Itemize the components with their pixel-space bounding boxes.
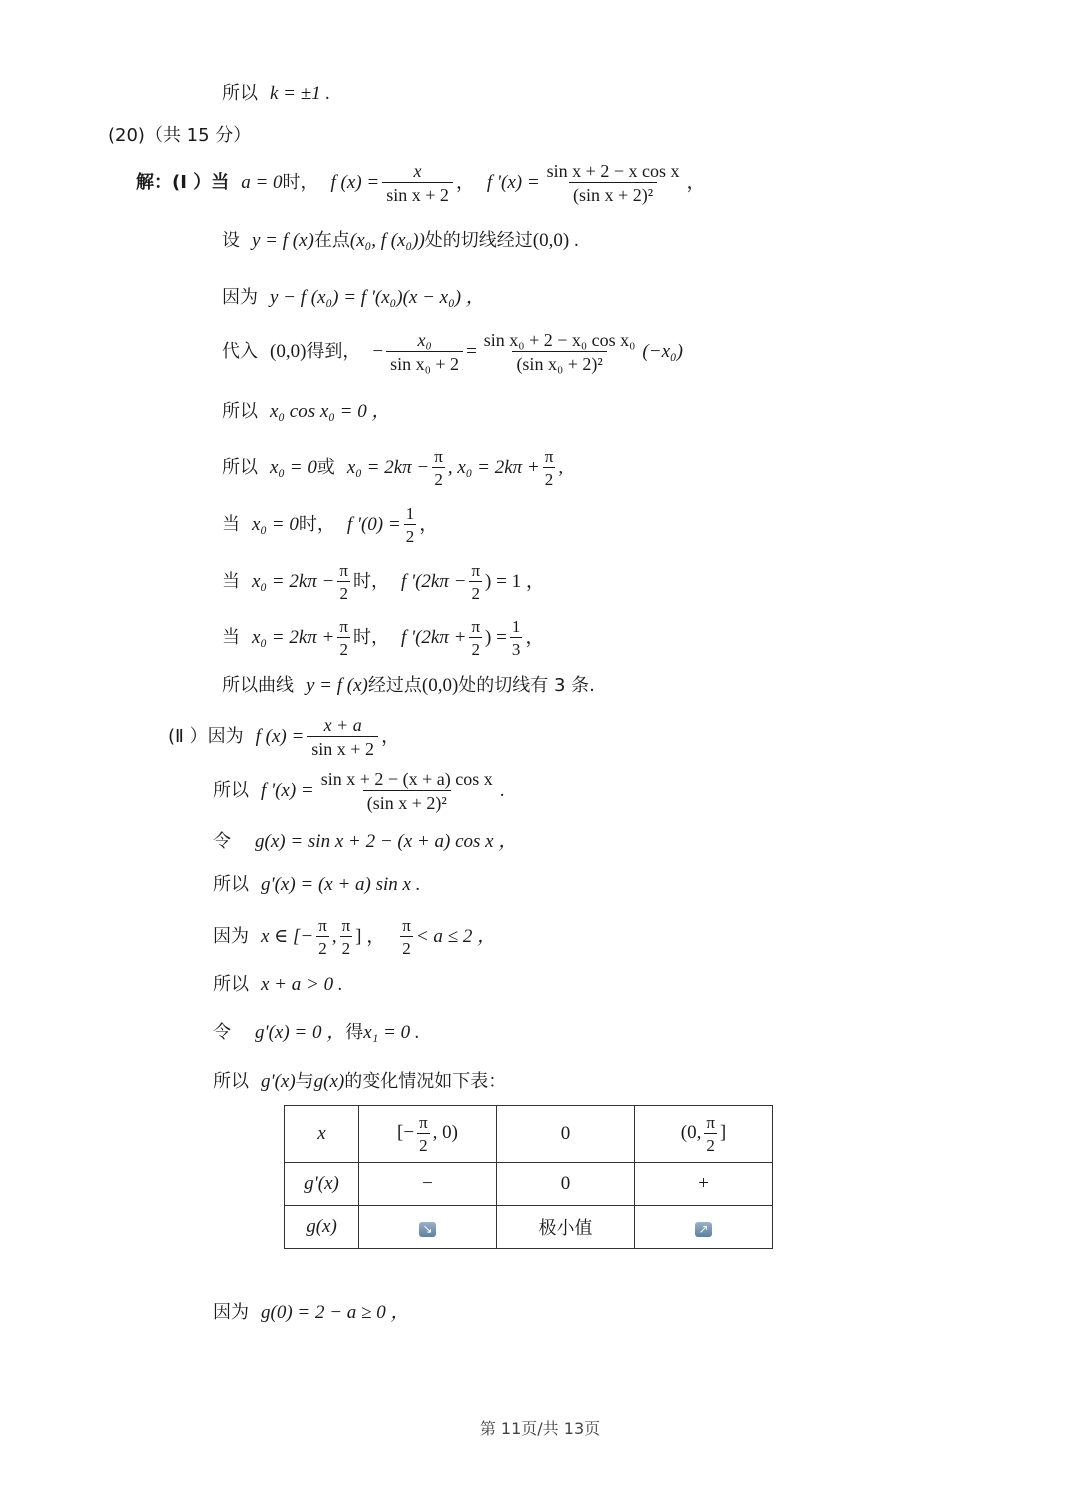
line-5: 因为 y − f (x₀) = f '(x₀)(x − x₀) ， bbox=[222, 287, 485, 308]
page-footer: 第 11页/共 13页 bbox=[479, 1419, 601, 1438]
fraction: $\frac{\pi}{2}$ bbox=[471, 617, 481, 659]
line-17: 因为 x ∈ [− $\frac{\pi}{2}$ , $\frac{\pi}{2}$ ] ， $\frac{\pi}{2}$ < a ≤ 2 ， bbox=[213, 916, 497, 958]
line-12: 所以曲线 y = f (x) 经过点 (0,0) 处的切线有 3 条. bbox=[222, 675, 595, 696]
increasing-arrow-icon: ↗ bbox=[695, 1222, 712, 1237]
table-row: x [− $\frac{\pi}{2}$ , 0) 0 (0, $\frac{\pi}{2}$ ] bbox=[285, 1106, 773, 1163]
line-6: 代入 (0,0) 得到， − $\frac{\text{x₀}}{\text{sin x₀ + 2}}$ = $\frac{\text{sin x₀ + 2 − x₀ cos x₀}}{\text{(sin x₀ + 2)²}}$ (−x₀) bbox=[222, 330, 683, 374]
line-4: 设 y = f (x) 在点 (x₀, f (x₀)) 处的切线经过 (0,0) . bbox=[222, 230, 579, 251]
line-9: 当 x₀ = 0 时， f '(0) = $\frac{1}{2}$ ， bbox=[222, 504, 439, 546]
line-20: 所以 g'(x) 与 g(x) 的变化情况如下表： bbox=[213, 1071, 507, 1092]
line-7: 所以 x₀ cos x₀ = 0 ， bbox=[222, 401, 391, 422]
line-21: 因为 g(0) = 2 − a ≥ 0 ， bbox=[213, 1302, 410, 1323]
fraction: $\frac{\text{x₀}}{\text{sin x₀ + 2}}$ bbox=[386, 331, 463, 373]
fraction: $\frac{x + a}{\text{sin x + 2}}$ bbox=[307, 716, 378, 758]
line-1: 所以 k = ±1 . bbox=[222, 83, 331, 104]
line-16: 所以 g'(x) = (x + a) sin x . bbox=[213, 874, 421, 895]
problem-20-heading: (20)（共 15 分） bbox=[108, 125, 252, 146]
line-18: 所以 x + a > 0 . bbox=[213, 974, 343, 995]
line-13: (Ⅱ ）因为 f (x) = $\frac{x + a}{\text{sin x + 2}}$ ， bbox=[168, 715, 400, 759]
fraction: $\frac{\pi}{2}$ bbox=[471, 561, 481, 603]
line-3: 解：(Ⅰ ）当 a = 0 时， f (x) = $\frac{x}{\text{sin x + 2}}$ ， f '(x) = $\frac{\text{sin x + 2 − x cos x}}{\text{(sin x + 2)²}}$ ， bbox=[136, 161, 706, 205]
line-10: 当 x₀ = 2kπ − $\frac{\pi}{2}$ 时， f '(2kπ − $\frac{\pi}{2}$ ) = 1 ， bbox=[222, 561, 545, 603]
fraction: $\frac{\pi}{2}$ bbox=[544, 447, 554, 489]
line-15: 令 g(x) = sin x + 2 − (x + a) cos x ， bbox=[213, 831, 518, 852]
decreasing-arrow-icon: ↘ bbox=[419, 1222, 436, 1237]
fraction: $\frac{\pi}{2}$ bbox=[341, 916, 351, 958]
fraction: $\frac{\pi}{2}$ bbox=[402, 916, 411, 958]
line-8: 所以 x₀ = 0 或 x₀ = 2kπ − $\frac{\pi}{2}$ , x₀ = 2kπ + $\frac{\pi}{2}$ , bbox=[222, 447, 564, 489]
fraction: $\frac{1}{2}$ bbox=[405, 504, 415, 546]
table-row: g(x) ↘ 极小值 ↗ bbox=[285, 1206, 773, 1249]
fraction: $\frac{\pi}{2}$ bbox=[434, 447, 443, 489]
line-19: 令 g'(x) = 0 ， 得 x₁ = 0 . bbox=[213, 1022, 420, 1043]
fraction: $\frac{\text{sin x + 2 − x cos x}}{\text{(sin x + 2)²}}$ bbox=[546, 161, 680, 205]
fraction: $\frac{\text{sin x₀ + 2 − x₀ cos x₀}}{\text{(sin x₀ + 2)²}}$ bbox=[483, 330, 636, 374]
fraction: $\frac{\pi}{2}$ bbox=[339, 617, 348, 659]
fraction: $\frac{x}{\text{sin x + 2}}$ bbox=[382, 162, 453, 204]
fraction: $\frac{\text{sin x + 2 − (x + a) cos x}}{\text{(sin x + 2)²}}$ bbox=[320, 769, 493, 813]
fraction: $\frac{\pi}{2}$ bbox=[318, 916, 327, 958]
line-14: 所以 f '(x) = $\frac{\text{sin x + 2 − (x + a) cos x}}{\text{(sin x + 2)²}}$ . bbox=[213, 769, 505, 813]
variation-table bbox=[284, 1105, 773, 1249]
table-row: g'(x) − 0 + bbox=[285, 1163, 773, 1206]
fraction: $\frac{\pi}{2}$ bbox=[339, 561, 348, 603]
fraction: $\frac{1}{3}$ bbox=[511, 617, 521, 659]
line-11: 当 x₀ = 2kπ + $\frac{\pi}{2}$ 时， f '(2kπ + $\frac{\pi}{2}$ ) = $\frac{1}{3}$ ， bbox=[222, 617, 545, 659]
